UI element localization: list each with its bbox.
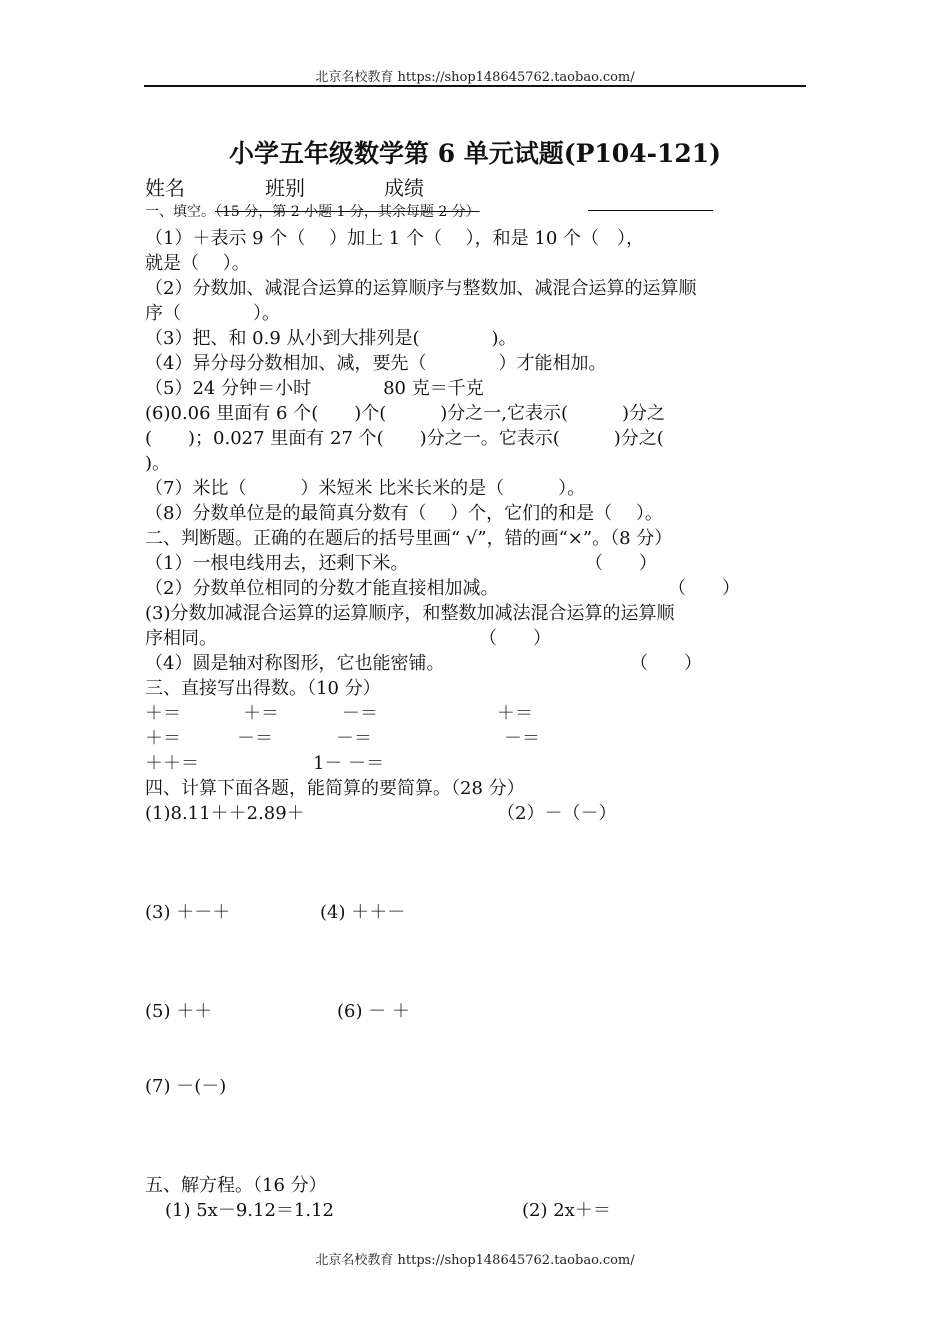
oral-calc-item: ＋＝ [145, 703, 181, 724]
blank-line [588, 210, 713, 211]
fill-blank-line: ( )；0.027 里面有 27 个( )分之一。它表示( )分之( [145, 428, 664, 449]
true-false-item: （4）圆是轴对称图形，它也能密铺。 [145, 653, 445, 674]
true-false-item: (3)分数加减混合运算的运算顺序，和整数加减法混合运算的运算顺 [145, 603, 675, 624]
calc-problem: (5) ＋＋ [145, 1001, 213, 1022]
calc-problem: (3) ＋－＋ [145, 902, 231, 923]
fill-blank-line: （3）把、和 0.9 从小到大排列是( )。 [145, 328, 517, 349]
section5-heading: 五、解方程。（16 分） [145, 1175, 327, 1196]
page-title: 小学五年级数学第 6 单元试题(P104-121) [228, 139, 721, 168]
fill-blank-line: 序（ ）。 [145, 303, 280, 324]
oral-calc-item: ＋＝ [243, 703, 279, 724]
fill-blank-line: （5）24 分钟＝小时 80 克＝千克 [145, 378, 484, 399]
oral-calc-item: 1－ －＝ [313, 753, 385, 774]
name-label: 姓名 [145, 176, 185, 200]
fill-blank-line: )。 [145, 453, 171, 474]
section2-heading: 二、判断题。正确的在题后的括号里画“ √”，错的画“×”。（8 分） [145, 528, 673, 549]
oral-calc-item: －＝ [504, 728, 540, 749]
page-footer-text: 北京名校教育 https://shop148645762.taobao.com/ [315, 1253, 635, 1268]
section1-heading-prefix: 一、填空。 [145, 204, 215, 220]
oral-calc-item: ＋＝ [145, 728, 181, 749]
section4-heading: 四、计算下面各题，能简算的要简算。（28 分） [145, 778, 525, 799]
answer-parentheses: （ ） [668, 578, 740, 599]
calc-problem: (1)8.11＋＋2.89＋ [145, 803, 305, 824]
fill-blank-line: （1）＋表示 9 个（ ）加上 1 个（ ），和是 10 个（ ）， [145, 228, 645, 249]
equation-problem: (1) 5x－9.12＝1.12 [165, 1200, 334, 1221]
oral-calc-item: －＝ [237, 728, 273, 749]
oral-calc-item: ＋＋＝ [145, 753, 199, 774]
calc-problem: （2）－（－） [497, 803, 617, 824]
fill-blank-line: (6)0.06 里面有 6 个( )个( )分之一,它表示( )分之 [145, 403, 666, 424]
section3-heading: 三、直接写出得数。（10 分） [145, 678, 381, 699]
fill-blank-line: 就是（ ）。 [145, 253, 250, 274]
true-false-item: （2）分数单位相同的分数才能直接相加减。 [145, 578, 499, 599]
calc-problem: (6) － ＋ [337, 1001, 410, 1022]
true-false-item: 序相同。 [145, 628, 217, 649]
answer-parentheses: （ ） [585, 553, 657, 574]
section1-heading [145, 201, 480, 221]
oral-calc-item: ＋＝ [497, 703, 533, 724]
header-rule [144, 85, 806, 87]
oral-calc-item: －＝ [342, 703, 378, 724]
section1-heading-points: （15 分，第 2 小题 1 分，其余每题 2 分） [215, 204, 480, 220]
page-header-text: 北京名校教育 https://shop148645762.taobao.com/ [315, 70, 635, 85]
fill-blank-line: （2）分数加、减混合运算的运算顺序与整数加、减混合运算的运算顺 [145, 278, 697, 299]
fill-blank-line: （4）异分母分数相加、减，要先（ ）才能相加。 [145, 353, 607, 374]
class-label: 班别 [265, 176, 305, 200]
calc-problem: (4) ＋＋－ [320, 902, 406, 923]
calc-problem: (7) －(－) [145, 1076, 227, 1097]
answer-parentheses: （ ） [630, 653, 702, 674]
fill-blank-line: （8）分数单位是的最简真分数有（ ）个，它们的和是（ ）。 [145, 503, 663, 524]
equation-problem: (2) 2x＋＝ [522, 1200, 611, 1221]
fill-blank-line: （7）米比（ ）米短米 比米长米的是（ ）。 [145, 478, 586, 499]
answer-parentheses: （ ） [479, 628, 551, 649]
oral-calc-item: －＝ [336, 728, 372, 749]
true-false-item: （1）一根电线用去，还剩下米。 [145, 553, 409, 574]
score-label: 成绩 [384, 176, 424, 200]
